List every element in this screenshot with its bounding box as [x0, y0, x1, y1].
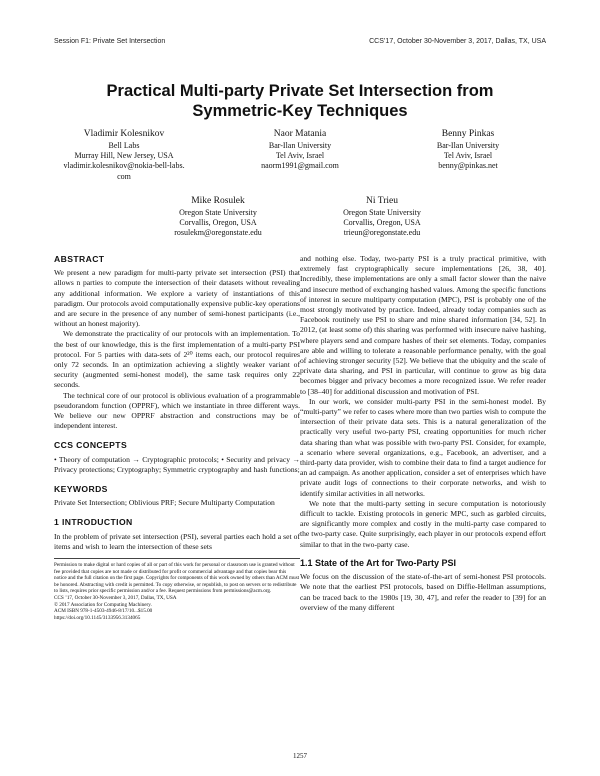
- introduction-heading: 1 INTRODUCTION: [54, 517, 133, 528]
- title-line-2: Symmetric-Key Techniques: [192, 102, 408, 120]
- left-column: [54, 254, 300, 621]
- author-location: Corvallis, Oregon, USA: [343, 218, 421, 228]
- conference-line: CCS ’17, October 30-November 3, 2017, Dallas, TX, USA: [54, 595, 177, 602]
- author-affiliation: Oregon State University: [179, 208, 257, 217]
- author-email: benny@pinkas.net: [438, 161, 498, 171]
- paper-title: [40, 81, 560, 121]
- author-block-1: [54, 128, 194, 182]
- title-line-1: Practical Multi-party Private Set Intersection from: [106, 82, 494, 100]
- author-email-continued: com: [117, 171, 131, 181]
- subsection-paragraph-1: We focus on the discussion of the state-of-the-art of semi-honest PSI protocols. We note that the earliest PSI protocols, based on Diffie-Hellman assumptions, can be traced back to the 1980s [19, 30, 47], and refer the reader to [39] for an overview of the many different: [300, 572, 546, 612]
- author-location: Tel Aviv, Israel: [443, 151, 493, 161]
- author-email: vladimir.kolesnikov@nokia-bell-labs.: [63, 161, 185, 171]
- copyright-footnote: [54, 558, 300, 621]
- ccs-concepts-text: • Theory of computation → Cryptographic protocols; • Security and privacy → Privacy protections; Cryptography; Symmetric cryptography and hash functions;: [54, 454, 300, 474]
- ccs-concepts-heading: CCS CONCEPTS: [54, 440, 128, 451]
- doi-line: https://doi.org/10.1145/3133956.3134065: [54, 614, 141, 621]
- keywords-heading: KEYWORDS: [54, 484, 108, 495]
- intro-paragraph-3: We note that the multi-party setting in secure computation is notoriously difficult to tackle. Existing protocols in generic MPC, such as garbled circuits, are significantly more complex and costly in the multi-party case compared to the two-party case. Quite surprisingly, each player in our protocols expend effort similar to that in the two-party case.: [300, 498, 546, 549]
- running-header-right: CCS’17, October 30-November 3, 2017, Dallas, TX, USA: [369, 38, 546, 45]
- author-name: Vladimir Kolesnikov: [83, 129, 165, 139]
- author-block-3: [398, 128, 538, 172]
- author-affiliation: Bar-Ilan University: [436, 141, 500, 150]
- author-block-2: [235, 128, 365, 172]
- isbn-line: ACM ISBN 978-1-4503-4946-8/17/10...$15.00: [54, 608, 153, 615]
- subsection-heading: 1.1 State of the Art for Two-Party PSI: [300, 557, 457, 568]
- introduction-paragraph-1: In the problem of private set intersection (PSI), several parties each hold a set of items and wish to learn the intersection of these sets: [54, 531, 300, 551]
- abstract-paragraph-3: The technical core of our protocol is oblivious evaluation of a programmable pseudorandom function (OPPRF), which we instantiate in three different ways. We believe our new OPPRF abstraction and constructions may be of independent interest.: [54, 390, 300, 431]
- intro-paragraph-2: In our work, we consider multi-party PSI in the semi-honest model. By “multi-party” we refer to cases where more than two parties wish to compute the intersection of their private data sets. This is a natural generalization of the practically very useful two-party PSI, creating opportunities for much richer data sharing than what was possible with two-party PSI. Consider, for example, a scenario where several organizations, e.g., Facebook, an advertiser, and a third-party data provider, wish to combine their data to find a target audience for an ad campaign. As another application, consider a set of enterprises which have private audit logs of connections to their corporate networks, and wish to identify similar activities in all networks.: [300, 396, 546, 498]
- copyright-line: © 2017 Association for Computing Machinery.: [54, 601, 152, 608]
- author-name: Mike Rosulek: [191, 196, 245, 206]
- author-affiliation: Oregon State University: [343, 208, 421, 217]
- permission-notice: Permission to make digital or hard copies of all or part of this work for personal or classroom use is granted without fee provided that copies are not made or distributed for profit or commercial advantage and that copies bear this notice and the full citation on the first page. Copyrights for components of this work owned by others than ACM must be honored. Abstracting with credit is permitted. To copy otherwise, or republish, to post on servers or to redistribute to lists, requires prior specific permission and/or a fee. Request permissions from permissions@acm.org.: [54, 562, 300, 595]
- author-email: trieun@oregonstate.edu: [343, 228, 421, 238]
- page-number: 1257: [293, 752, 307, 760]
- author-name: Naor Matania: [273, 129, 327, 139]
- abstract-paragraph-1: We present a new paradigm for multi-party private set intersection (PSI) that allows n parties to compute the intersection of their datasets without revealing any additional information. We explore a variety of instantiations of this paradigm. Our protocols avoid computationally expensive public-key operations and are secure in the presence of any number of semi-honest participants (i.e., without an honest majority).: [54, 268, 300, 329]
- keywords-text: Private Set Intersection; Oblivious PRF; Secure Multiparty Computation: [54, 498, 275, 508]
- abstract-heading: ABSTRACT: [54, 254, 105, 264]
- author-name: Ni Trieu: [366, 196, 398, 206]
- author-affiliation: Bell Labs: [108, 141, 140, 150]
- author-location: Tel Aviv, Israel: [275, 151, 325, 161]
- right-column: [300, 254, 546, 613]
- author-email: naorm1991@gmail.com: [261, 161, 339, 171]
- author-email: rosulekm@oregonstate.edu: [174, 228, 262, 238]
- author-affiliation: Bar-Ilan University: [268, 141, 332, 150]
- author-location: Corvallis, Oregon, USA: [179, 218, 257, 228]
- abstract-paragraph-2: We demonstrate the practicality of our protocols with an implementation. To the best of our knowledge, this is the first implementation of a multi-party PSI protocol. For 5 parties with data-sets of 2²⁰ items each, our protocol requires only 72 seconds. In an optimization achieving a slightly weaker variant of security (augmented semi-honest model), the same task requires only 22 seconds.: [54, 329, 300, 390]
- intro-paragraph-continued: and nothing else. Today, two-party PSI is a truly practical primitive, with extremely fast cryptographically secure implementations [26, 38, 40]. Incredibly, these implementations are only a small factor slower than the naive and insecure method of exchanging hashed values. Among the specific functions of interest in secure multiparty computation (MPC), PSI is probably one of the most strongly motivated by practice. Indeed, already today companies such as Facebook routinely use PSI to share and mine shared information [34, 52]. In 2012, (at least some of) this sharing was performed with insecure naive hashing, where players send and compare hashes of their set elements. Today, companies are able and willing to tolerate a reasonable performance penalty, with the goal of achieving stronger security [52]. We believe that the ubiquity and the scale of private data sharing, and PSI in particular, will continue to grow as big data becomes bigger and privacy becomes a more recognized issue. We refer reader to [38–40] for additional discussion and motivation of PSI.: [300, 254, 546, 396]
- author-location: Murray Hill, New Jersey, USA: [74, 151, 174, 161]
- author-block-4: [148, 195, 288, 239]
- author-block-5: [312, 195, 452, 239]
- running-header-left: Session F1: Private Set Intersection: [54, 38, 166, 45]
- author-name: Benny Pinkas: [441, 129, 495, 139]
